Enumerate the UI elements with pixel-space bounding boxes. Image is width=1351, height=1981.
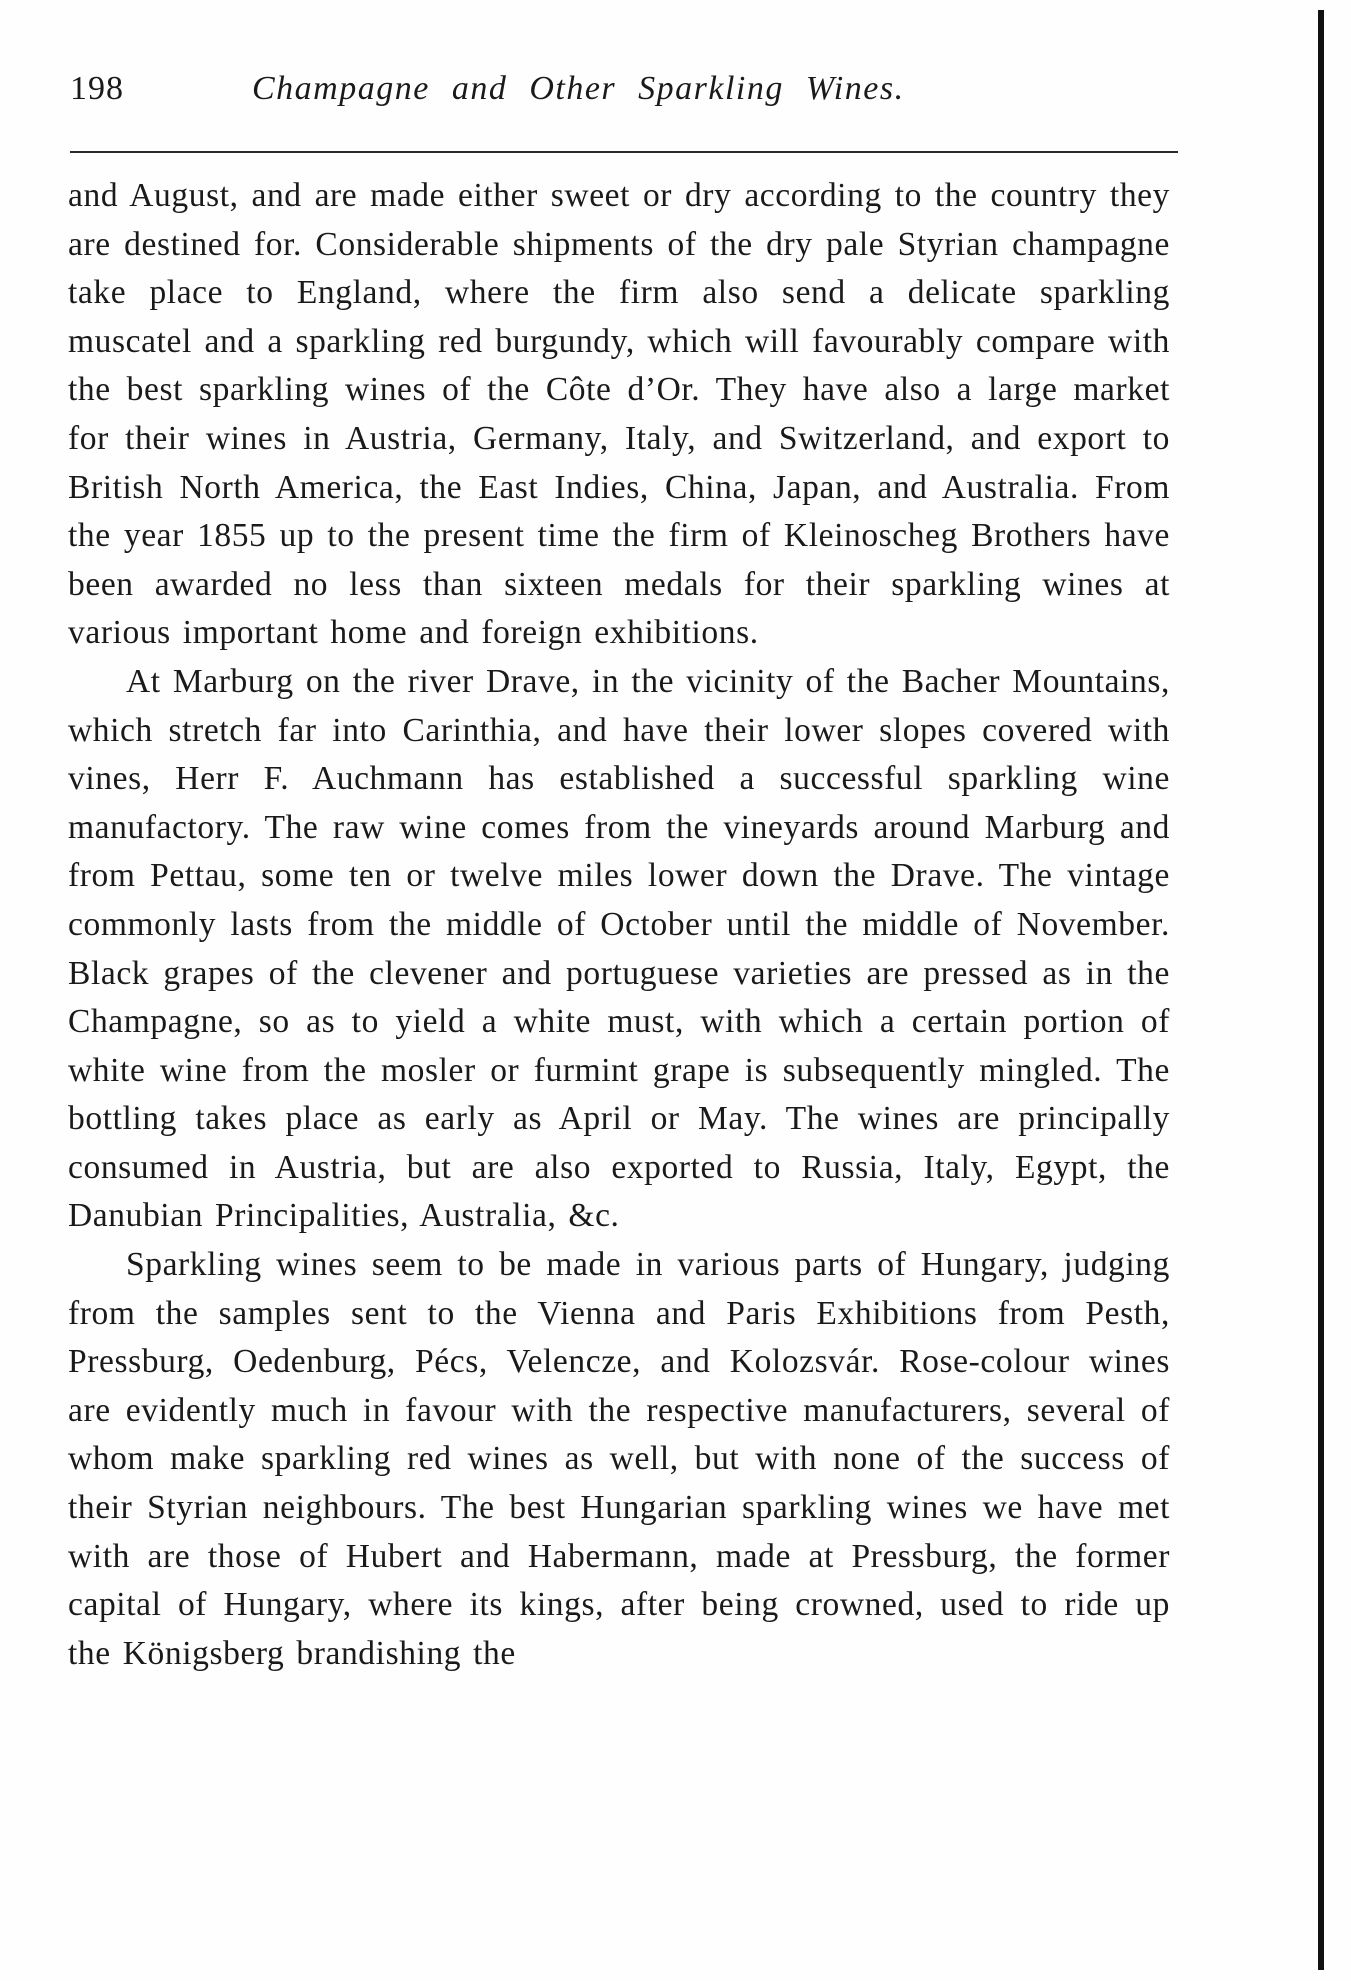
paragraph-marburg: At Marburg on the river Drave, in the vicinity of the Bacher Mountains, which stretch far into Carinthia, and have their lower slopes covered with vines, Herr F. Auchmann has established a successful sparkling wine manufactory. The raw wine comes from the vineyards around Marburg and from Pettau, some ten or twelve miles lower down the Drave. The vintage commonly lasts from the middle of October until the middle of November. Black grapes of the clevener and portuguese varieties are pressed as in the Champagne, so as to yield a white must, with which a certain portion of white wine from the mosler or furmint grape is subsequently mingled. The bottling takes place as early as April or May. The wines are principally consumed in Austria, but are also exported to Russia, Italy, Egypt, the Danubian Principalities, Australia, &c. (68, 662, 1170, 1235)
page-number: 198 (70, 70, 124, 107)
body-text (68, 172, 1170, 1678)
running-title: Champagne and Other Sparkling Wines. (252, 70, 905, 107)
binding-edge-line (1318, 10, 1324, 1970)
running-head (70, 70, 1180, 120)
paragraph-continued: and August, and are made either sweet or dry according to the country they are destined for. Considerable shipments of the dry pale Styrian champagne take place to England, where the firm also send a delicate sparkling muscatel and a sparkling red burgundy, which will favourably compare with the best sparkling wines of the Côte d’Or. They have also a large market for their wines in Austria, Germany, Italy, and Switzerland, and export to British North America, the East Indies, China, Japan, and Australia. From the year 1855 up to the present time the firm of Kleinoscheg Brothers have been awarded no less than sixteen medals for their sparkling wines at various important home and foreign exhibitions. (68, 177, 1170, 652)
paragraph-hungary: Sparkling wines seem to be made in various parts of Hungary, judging from the samples sent to the Vienna and Paris Exhibitions from Pesth, Pressburg, Oedenburg, Pécs, Velencze, and Kolozsvár. Rose-colour wines are evidently much in favour with the respective manufacturers, several of whom make sparkling red wines as well, but with none of the success of their Styrian neighbours. The best Hungarian sparkling wines we have met with are those of Hubert and Habermann, made at Pressburg, the former capital of Hungary, where its kings, after being crowned, used to ride up the Königsberg brandishing the (68, 1246, 1170, 1672)
header-rule (70, 151, 1178, 153)
